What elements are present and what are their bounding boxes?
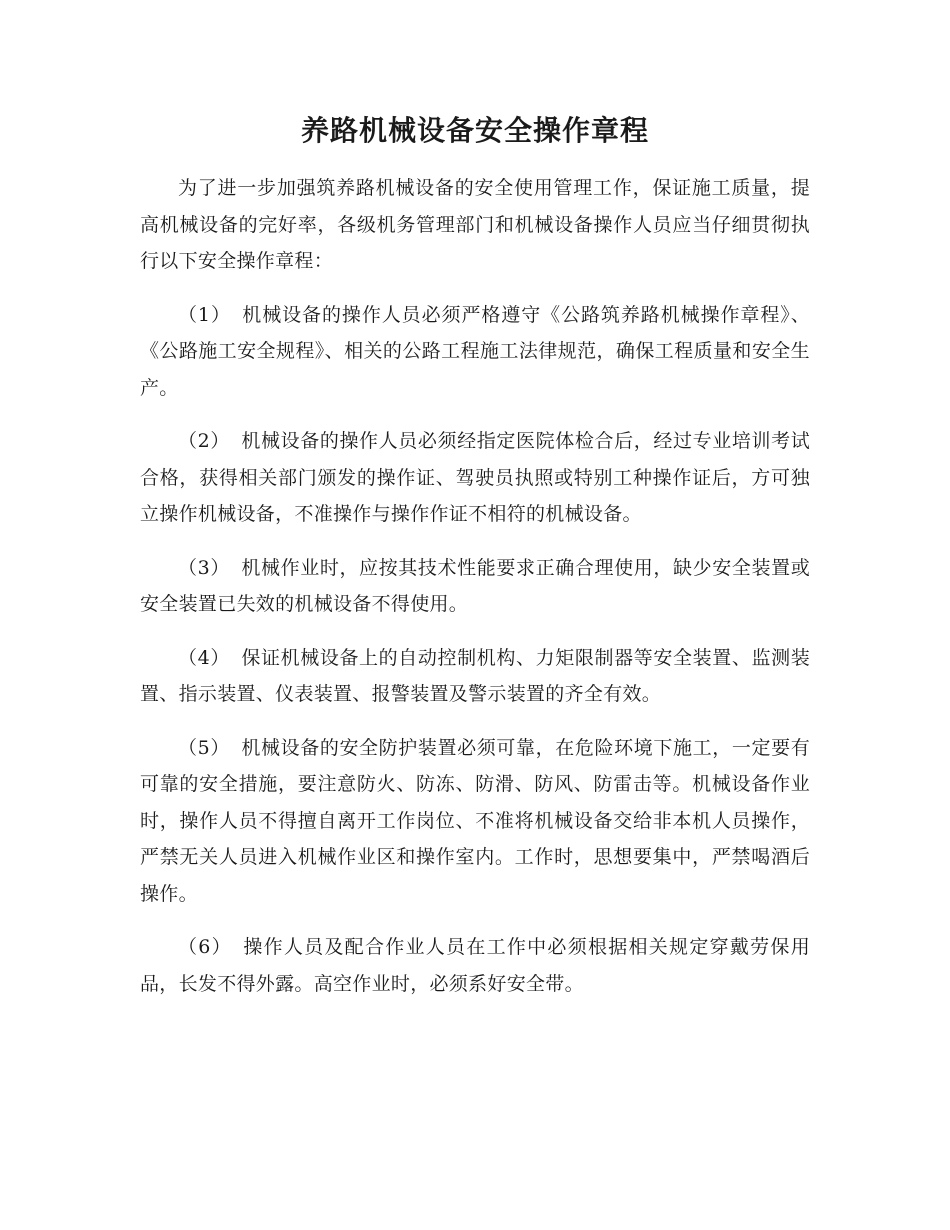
clause-2 (140, 423, 810, 533)
clause-text: 机械设备的操作人员必须经指定医院体检合后，经过专业培训考试合格，获得相关部门颁发的操作证、驾驶员执照或特别工种操作证后，方可独立操作机械设备，不准操作与操作作证不相符的机械设备。 (140, 430, 810, 525)
clause-5 (140, 730, 810, 913)
clause-text: 机械设备的安全防护装置必须可靠，在危险环境下施工，一定要有可靠的安全措施，要注意防火、防冻、防滑、防风、防雷击等。机械设备作业时，操作人员不得擅自离开工作岗位、不准将机械设备交给非本机人员操作，严禁无关人员进入机械作业区和操作室内。工作时，思想要集中，严禁喝酒后操作。 (140, 736, 810, 905)
clause-number: （2） (178, 430, 230, 452)
document-title: 养路机械设备安全操作章程 (300, 114, 649, 147)
clause-number: （3） (178, 556, 230, 579)
clause-text: 保证机械设备上的自动控制机构、力矩限制器等安全装置、监测装置、指示装置、仪表装置、报警装置及警示装置的齐全有效。 (140, 646, 810, 705)
clause-text: 机械作业时，应按其技术性能要求正确合理使用，缺少安全装置或安全装置已失效的机械设备不得使用。 (140, 556, 810, 615)
clause-3 (140, 550, 810, 623)
clause-number: （5） (178, 736, 230, 759)
clause-number: （4） (178, 646, 230, 669)
intro-paragraph: 为了进一步加强筑养路机械设备的安全使用管理工作，保证施工质量，提高机械设备的完好率，各级机务管理部门和机械设备操作人员应当仔细贯彻执行以下安全操作章程： (140, 177, 810, 272)
clause-number: （6） (178, 936, 232, 958)
clause-1 (140, 297, 810, 407)
clause-text: 机械设备的操作人员必须严格遵守《公路筑养路机械操作章程》、《公路施工安全规程》、相关的公路工程施工法律规范，确保工程质量和安全生产。 (140, 303, 810, 399)
clause-number: （1） (178, 303, 231, 326)
document-page (140, 100, 810, 1002)
clause-text: 操作人员及配合作业人员在工作中必须根据相关规定穿戴劳保用品，长发不得外露。高空作业时，必须系好安全带。 (140, 936, 810, 995)
clause-6 (140, 929, 810, 1002)
clause-4 (140, 640, 810, 713)
